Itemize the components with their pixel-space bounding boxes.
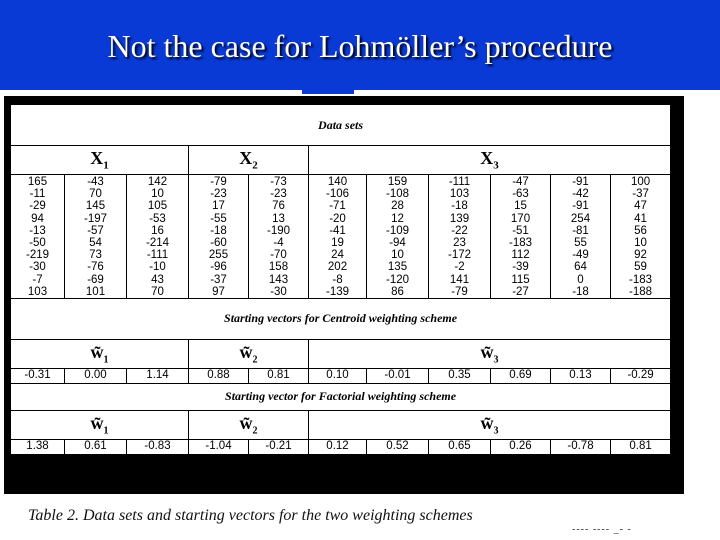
data-cell: 101 bbox=[65, 286, 127, 299]
table-row bbox=[11, 286, 671, 299]
data-cell: 94 bbox=[11, 213, 65, 225]
data-cell: -79 bbox=[429, 286, 491, 299]
weight-value-cell: 0.13 bbox=[551, 368, 611, 383]
data-cell: -23 bbox=[189, 188, 249, 200]
data-cell: -27 bbox=[491, 286, 551, 299]
data-cell: 43 bbox=[127, 274, 189, 286]
data-cell: -109 bbox=[367, 225, 429, 237]
data-cell: 24 bbox=[309, 249, 367, 261]
table-row bbox=[11, 249, 671, 261]
centroid-w2-label: $w̃_2$ bbox=[189, 339, 309, 368]
data-cell: 92 bbox=[611, 249, 671, 261]
data-cell: 73 bbox=[65, 249, 127, 261]
table-row bbox=[11, 237, 671, 249]
data-cell: 100 bbox=[611, 175, 671, 189]
weight-value-cell: 0.88 bbox=[189, 368, 249, 383]
data-cell: -120 bbox=[367, 274, 429, 286]
data-cell: -172 bbox=[429, 249, 491, 261]
weight-value-cell: 0.65 bbox=[429, 439, 491, 454]
data-cell: -51 bbox=[491, 225, 551, 237]
data-cell: 70 bbox=[65, 188, 127, 200]
data-cell: 13 bbox=[249, 213, 309, 225]
data-cell: -43 bbox=[65, 175, 127, 189]
data-cell: -63 bbox=[491, 188, 551, 200]
weight-value-cell: -0.31 bbox=[11, 368, 65, 383]
data-cell: 112 bbox=[491, 249, 551, 261]
data-cell: -37 bbox=[189, 274, 249, 286]
data-cell: 159 bbox=[367, 175, 429, 189]
data-cell: 10 bbox=[367, 249, 429, 261]
data-cell: 19 bbox=[309, 237, 367, 249]
data-cell: -91 bbox=[551, 175, 611, 189]
data-cell: 0 bbox=[551, 274, 611, 286]
data-cell: 10 bbox=[611, 237, 671, 249]
data-table bbox=[10, 104, 671, 455]
data-cell: -22 bbox=[429, 225, 491, 237]
data-cell: 103 bbox=[11, 286, 65, 299]
x3-letter: X bbox=[480, 148, 494, 169]
weight-value-cell: 0.69 bbox=[491, 368, 551, 383]
table-row bbox=[11, 188, 671, 200]
data-cell: -79 bbox=[189, 175, 249, 189]
data-cell: 54 bbox=[65, 237, 127, 249]
data-cell: -111 bbox=[127, 249, 189, 261]
factorial-values-row bbox=[11, 439, 671, 454]
data-cell: -139 bbox=[309, 286, 367, 299]
data-cell: -37 bbox=[611, 188, 671, 200]
data-cell: 56 bbox=[611, 225, 671, 237]
data-cell: -4 bbox=[249, 237, 309, 249]
weight-value-cell: 0.81 bbox=[611, 439, 671, 454]
data-cell: -71 bbox=[309, 200, 367, 212]
x1-sub: 1 bbox=[103, 159, 109, 172]
data-cell: 103 bbox=[429, 188, 491, 200]
data-cell: -50 bbox=[11, 237, 65, 249]
slide-title: Not the case for Lohmöller’s procedure bbox=[107, 28, 613, 64]
data-cell: -70 bbox=[249, 249, 309, 261]
factorial-w3-label: $w̃_3$ bbox=[309, 410, 671, 439]
table-row bbox=[11, 200, 671, 212]
x2-letter: X bbox=[239, 148, 253, 169]
data-cell: -29 bbox=[11, 200, 65, 212]
data-cell: -41 bbox=[309, 225, 367, 237]
data-cell: -188 bbox=[611, 286, 671, 299]
data-cell: -53 bbox=[127, 213, 189, 225]
data-cell: 158 bbox=[249, 261, 309, 273]
data-cell: -10 bbox=[127, 261, 189, 273]
table-caption: Table 2. Data sets and starting vectors for the two weighting schemes bbox=[28, 507, 473, 524]
data-cell: -49 bbox=[551, 249, 611, 261]
data-cell: 115 bbox=[491, 274, 551, 286]
data-cell: -96 bbox=[189, 261, 249, 273]
data-cell: 139 bbox=[429, 213, 491, 225]
banner-notch bbox=[302, 88, 354, 94]
weight-value-cell: -0.83 bbox=[127, 439, 189, 454]
weight-value-cell: 1.14 bbox=[127, 368, 189, 383]
data-cell: 145 bbox=[65, 200, 127, 212]
data-cell: 140 bbox=[309, 175, 367, 189]
data-cell: -214 bbox=[127, 237, 189, 249]
data-cell: -30 bbox=[11, 261, 65, 273]
data-cell: -39 bbox=[491, 261, 551, 273]
weight-value-cell: -0.78 bbox=[551, 439, 611, 454]
data-cell: 70 bbox=[127, 286, 189, 299]
weight-value-cell: 0.52 bbox=[367, 439, 429, 454]
x2-sub: 2 bbox=[252, 159, 258, 172]
table-row bbox=[11, 261, 671, 273]
data-cell: 97 bbox=[189, 286, 249, 299]
data-cell: 142 bbox=[127, 175, 189, 189]
data-cell: -47 bbox=[491, 175, 551, 189]
data-cell: -91 bbox=[551, 200, 611, 212]
centroid-w3-label: $w̃_3$ bbox=[309, 339, 671, 368]
data-cell: 143 bbox=[249, 274, 309, 286]
data-cell: -106 bbox=[309, 188, 367, 200]
data-cell: 17 bbox=[189, 200, 249, 212]
weight-value-cell: 0.81 bbox=[249, 368, 309, 383]
data-cell: 105 bbox=[127, 200, 189, 212]
data-cell: 16 bbox=[127, 225, 189, 237]
data-cell: 64 bbox=[551, 261, 611, 273]
factorial-w2-label: $w̃_2$ bbox=[189, 410, 309, 439]
data-cell: -69 bbox=[65, 274, 127, 286]
data-cell: -81 bbox=[551, 225, 611, 237]
factorial-w1-label: $w̃_1$ bbox=[11, 410, 189, 439]
weight-value-cell: 1.38 bbox=[11, 439, 65, 454]
data-cell: -190 bbox=[249, 225, 309, 237]
data-cell: -76 bbox=[65, 261, 127, 273]
data-cell: 12 bbox=[367, 213, 429, 225]
data-cell: -18 bbox=[551, 286, 611, 299]
data-cell: -7 bbox=[11, 274, 65, 286]
table-row bbox=[11, 225, 671, 237]
data-cell: -111 bbox=[429, 175, 491, 189]
centroid-values-row bbox=[11, 368, 671, 383]
data-cell: 28 bbox=[367, 200, 429, 212]
table-row bbox=[11, 175, 671, 189]
data-cell: -219 bbox=[11, 249, 65, 261]
data-sets-header: Data sets bbox=[11, 105, 671, 146]
data-cell: -20 bbox=[309, 213, 367, 225]
data-cell: 86 bbox=[367, 286, 429, 299]
data-cell: -55 bbox=[189, 213, 249, 225]
data-cell: 55 bbox=[551, 237, 611, 249]
weight-value-cell: -1.04 bbox=[189, 439, 249, 454]
title-banner bbox=[0, 0, 720, 90]
data-cell: -183 bbox=[491, 237, 551, 249]
data-cell: -23 bbox=[249, 188, 309, 200]
data-cell: 141 bbox=[429, 274, 491, 286]
centroid-w1-label: $w̃_1$ bbox=[11, 339, 189, 368]
data-cell: -108 bbox=[367, 188, 429, 200]
data-cell: -197 bbox=[65, 213, 127, 225]
data-cell: -30 bbox=[249, 286, 309, 299]
data-cell: -42 bbox=[551, 188, 611, 200]
data-cell: -57 bbox=[65, 225, 127, 237]
x1-letter: X bbox=[90, 148, 104, 169]
data-cell: 165 bbox=[11, 175, 65, 189]
data-cell: -11 bbox=[11, 188, 65, 200]
data-cell: -73 bbox=[249, 175, 309, 189]
footer-mark: ---- ---- _- - bbox=[572, 524, 632, 535]
data-cell: -2 bbox=[429, 261, 491, 273]
weight-value-cell: 0.00 bbox=[65, 368, 127, 383]
data-cell: 135 bbox=[367, 261, 429, 273]
data-cell: 15 bbox=[491, 200, 551, 212]
weight-value-cell: 0.26 bbox=[491, 439, 551, 454]
data-cell: 202 bbox=[309, 261, 367, 273]
weight-value-cell: 0.10 bbox=[309, 368, 367, 383]
weight-value-cell: 0.61 bbox=[65, 439, 127, 454]
data-cell: 10 bbox=[127, 188, 189, 200]
weight-value-cell: -0.29 bbox=[611, 368, 671, 383]
weight-value-cell: -0.01 bbox=[367, 368, 429, 383]
data-cell: -8 bbox=[309, 274, 367, 286]
data-cell: 59 bbox=[611, 261, 671, 273]
data-cell: -94 bbox=[367, 237, 429, 249]
block-label-x1 bbox=[11, 146, 189, 175]
factorial-header: Starting vector for Factorial weighting scheme bbox=[11, 383, 671, 410]
table-row bbox=[11, 274, 671, 286]
centroid-header: Starting vectors for Centroid weighting scheme bbox=[11, 298, 671, 339]
weight-value-cell: -0.21 bbox=[249, 439, 309, 454]
data-cell: -13 bbox=[11, 225, 65, 237]
data-cell: -183 bbox=[611, 274, 671, 286]
data-cell: 23 bbox=[429, 237, 491, 249]
data-cell: 255 bbox=[189, 249, 249, 261]
x3-sub: 3 bbox=[493, 159, 499, 172]
weight-value-cell: 0.12 bbox=[309, 439, 367, 454]
data-cell: 76 bbox=[249, 200, 309, 212]
data-cell: 170 bbox=[491, 213, 551, 225]
block-label-x3 bbox=[309, 146, 671, 175]
table-row bbox=[11, 213, 671, 225]
data-cell: 254 bbox=[551, 213, 611, 225]
weight-value-cell: 0.35 bbox=[429, 368, 491, 383]
data-cell: -60 bbox=[189, 237, 249, 249]
data-cell: 47 bbox=[611, 200, 671, 212]
data-cell: -18 bbox=[189, 225, 249, 237]
data-cell: 41 bbox=[611, 213, 671, 225]
block-label-x2 bbox=[189, 146, 309, 175]
data-cell: -18 bbox=[429, 200, 491, 212]
